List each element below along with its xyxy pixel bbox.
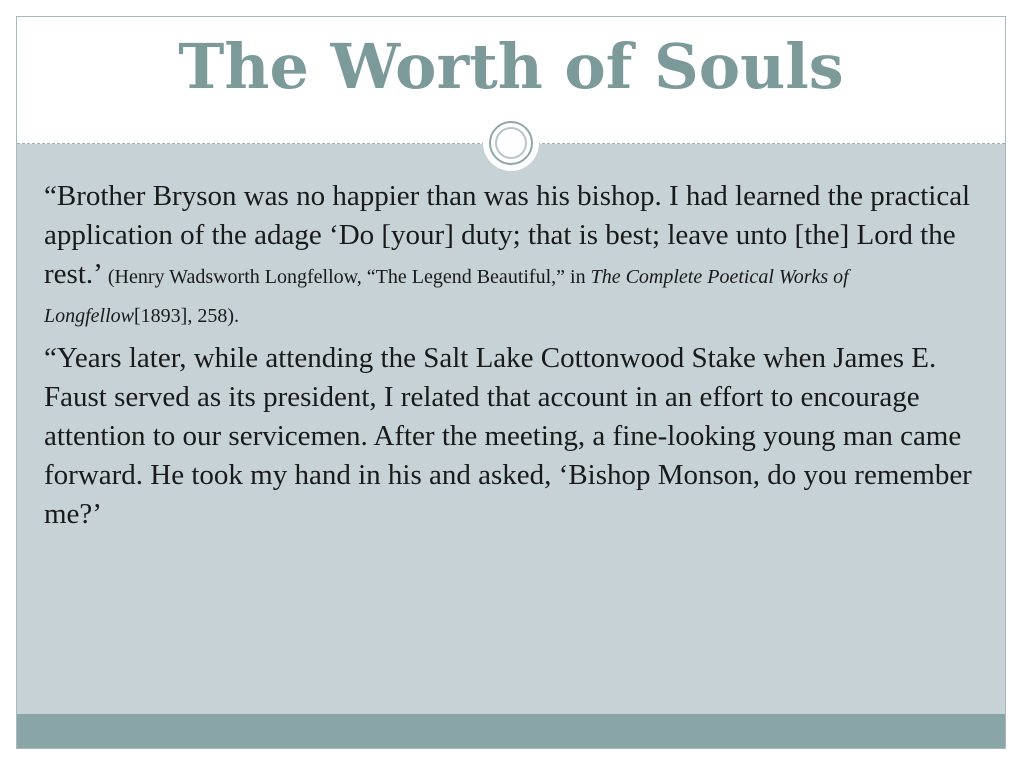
- ornament-inner-ring: [495, 127, 527, 159]
- slide: [16, 16, 1006, 749]
- slide-body: [44, 177, 974, 540]
- bottom-band: [17, 714, 1005, 748]
- slide-title: The Worth of Souls: [178, 30, 844, 103]
- circle-ornament-icon: [483, 115, 539, 171]
- citation-after: [1893], 258).: [134, 305, 239, 327]
- citation-before: (Henry Wadsworth Longfellow, “The Legend Beautiful,” in: [107, 266, 591, 288]
- ornament-outer-ring: [489, 121, 533, 165]
- citation: [44, 266, 849, 327]
- citation-work-title: The Complete Poetical Works of Longfellow: [44, 266, 849, 327]
- paragraph-1-text: “Brother Bryson was no happier than was his bishop. I had learned the practical application of the adage ‘Do [your] duty; that is best; leave unto [the] Lord the rest.’: [44, 180, 971, 290]
- paragraph-2: “Years later, while attending the Salt Lake Cottonwood Stake when James E. Faust served as its president, I related that account in an effort to encourage attention to our servicemen. After the meeting, a fine-looking young man came forward. He took my hand in his and asked, ‘Bishop Monson, do you remember me?’: [44, 342, 972, 530]
- paragraph-1: [44, 177, 974, 333]
